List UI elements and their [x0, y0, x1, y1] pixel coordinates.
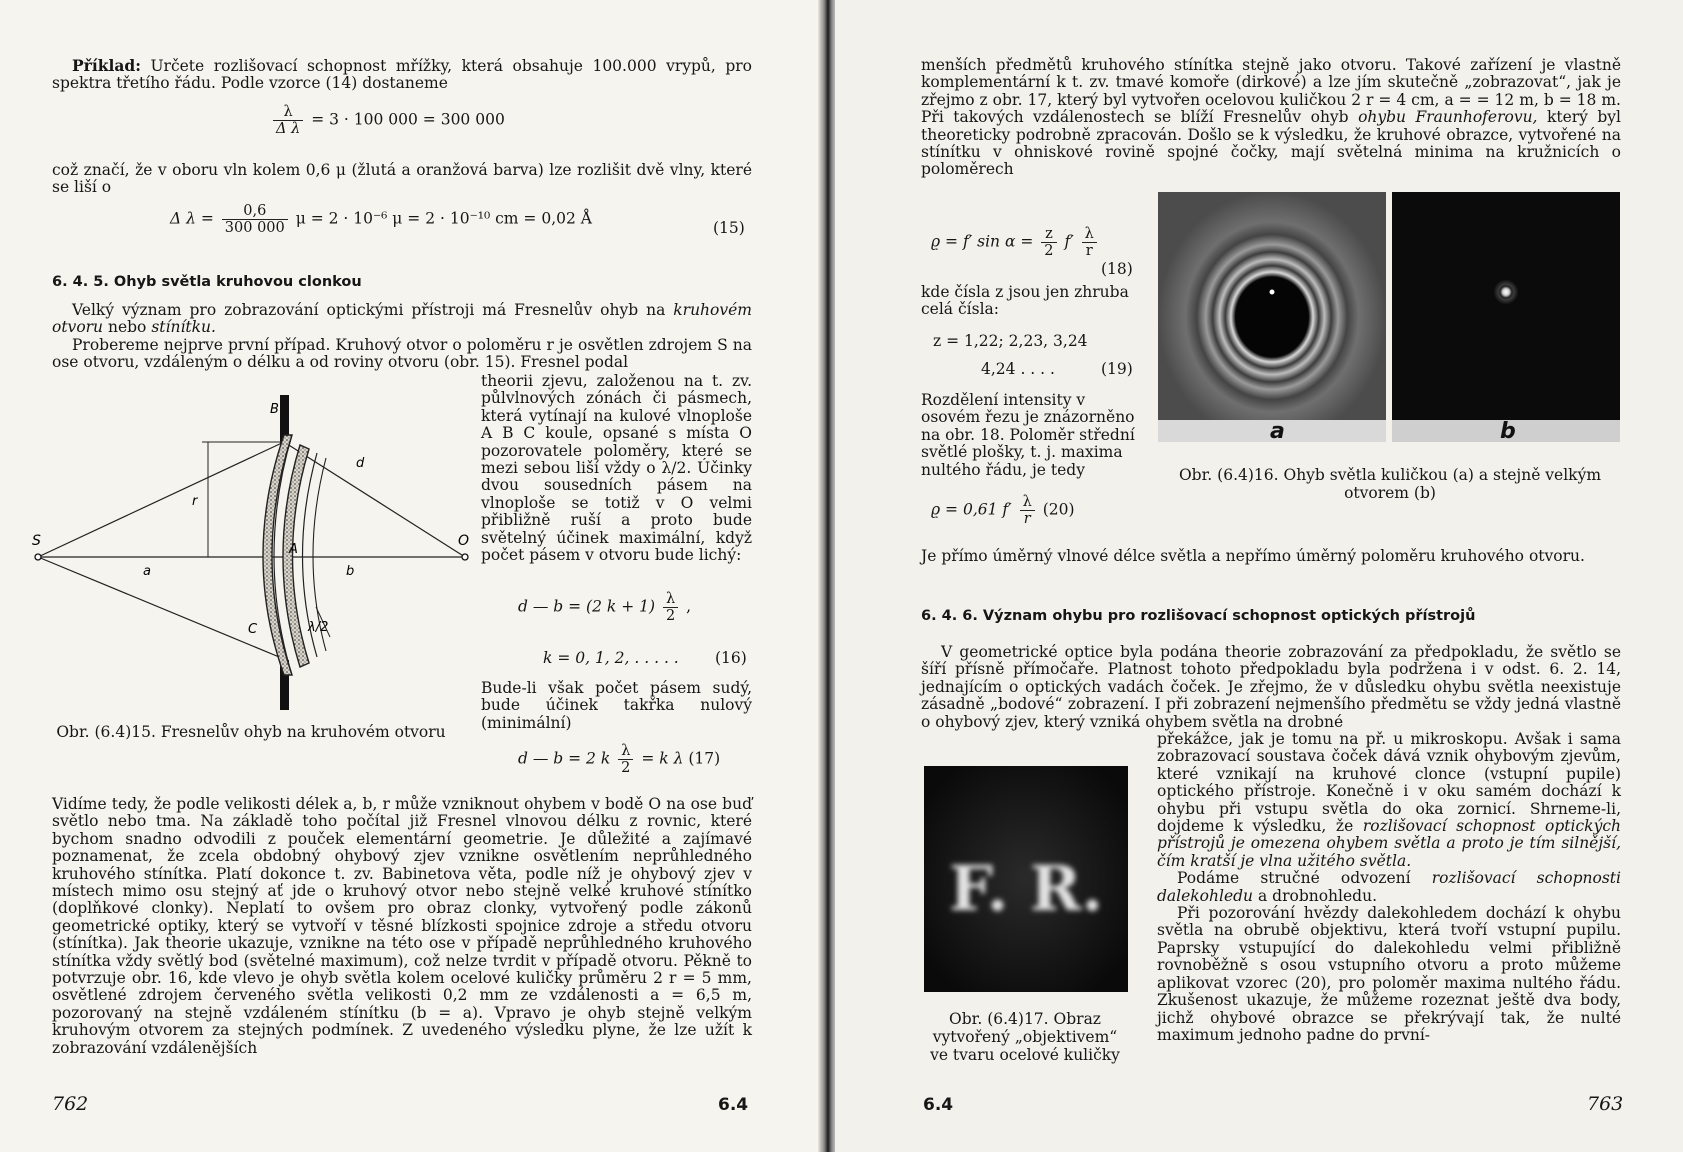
intro-paragraph — [52, 302, 752, 372]
eq16-number: (16) — [715, 649, 747, 667]
equation-19-line-1 — [933, 332, 1088, 350]
label-half-wave: λ/2 — [308, 620, 329, 635]
proportional-text — [921, 548, 1621, 565]
equation-16a — [518, 591, 691, 624]
label-b-point: B — [270, 402, 279, 417]
eq20-numerator: λ — [1020, 494, 1035, 511]
intro-italic-1: kruhovém otvoru — [52, 301, 752, 337]
intensity-distribution-text — [921, 392, 1139, 479]
equation-resolution — [270, 104, 505, 137]
label-s: S — [32, 533, 41, 549]
section-mark-left: 6.4 — [718, 1095, 749, 1115]
figure-17-photo — [924, 766, 1128, 992]
example-label: Příklad: — [72, 56, 141, 75]
eq-a-rhs: = 3 · 100 000 = 300 000 — [311, 110, 505, 129]
label-c-point: C — [248, 622, 258, 637]
telescope-intro: Podáme stručné odvození — [1177, 869, 1411, 888]
paragraph-probereme: Probereme nejprve první případ. Kruhový otvor o poloměru r je osvětlen zdrojem S na ose otvoru, vzdáleným o délku a od roviny otvoru (obr. 15). Fresnel podal — [52, 335, 752, 372]
source-point — [35, 554, 41, 560]
eq20-number: (20) — [1042, 500, 1075, 519]
label-a-length: a — [143, 564, 151, 579]
eq15-lhs: Δ λ = — [170, 209, 214, 228]
right-page — [835, 0, 1683, 1152]
example-paragraph — [52, 57, 752, 93]
section-heading-6-4-5: 6. 4. 5. Ohyb světla kruhovou clonkou — [52, 274, 362, 290]
eq19-number: (19) — [1101, 360, 1133, 378]
photo-a-label: a — [1270, 419, 1285, 442]
ray-s-b — [38, 442, 284, 557]
eq19-values-1: z = 1,22; 2,23, 3,24 — [933, 332, 1088, 350]
photo-b-background — [1392, 192, 1620, 442]
section-mark-right: 6.4 — [923, 1095, 954, 1115]
eq15-numerator: 0,6 — [222, 203, 288, 220]
resolution-text: překážce, jak je tomu na př. u mikroskopu. Avšak i sama zobrazovací soustava čoček dává vznik ohybovým zjevům, které vznikají na kruhové clonce (vstupní pupile) optického přístroje. Konečně i v oku samém dochází k ohybu při vstupu světla do oka zornicí. Shrneme-li, dojdeme k výsledku, že — [1157, 730, 1621, 836]
prop-text: Je přímo úměrný vlnové délce světla a nepřímo úměrný poloměru kruhového otvoru. — [921, 547, 1585, 565]
photo-b-spot — [1493, 279, 1519, 305]
top-para-cont: který byl theoreticky podrobně zpracován. Došlo se k výsledku, že kruhové obrazce, vytvořené na stínítku v ohniskové rovině spojné čočky, mají světelná minima na kružnicích o poloměrech — [921, 108, 1621, 179]
z-text: kde čísla z jsou jen zhruba celá čísla: — [921, 283, 1129, 319]
eq16b-values: k = 0, 1, 2, . . . . . — [543, 649, 679, 667]
observer-point — [462, 554, 468, 560]
photo-17-letters: F. R. — [948, 852, 1104, 925]
babinet-paragraph — [52, 796, 752, 1057]
eq20-denominator: r — [1023, 511, 1031, 527]
label-b-length: b — [346, 564, 355, 579]
equation-18 — [931, 226, 1100, 259]
intro-italic-2: stínítku. — [151, 318, 216, 337]
section-heading-6-4-6: 6. 4. 6. Význam ohybu pro rozlišovací schopnost optických přístrojů — [921, 608, 1476, 624]
eq20-lhs: ϱ = 0,61 f′ — [931, 500, 1012, 519]
telescope-end: a drobnohledu. — [1257, 886, 1377, 905]
after-equation-text — [52, 162, 752, 197]
geometric-optics-paragraph — [921, 644, 1621, 731]
photo-b-label: b — [1500, 419, 1516, 442]
eq17-denominator: 2 — [621, 760, 631, 776]
telescope-italic: rozlišovací schopnosti dalekohledu — [1157, 869, 1621, 905]
example-text: Určete rozlišovací schopnost mřížky, která obsahuje 100.000 vrypů, pro spektra třetího řádu. Podle vzorce (14) dostaneme — [52, 57, 752, 93]
eq18-lhs: ϱ = f′ sin α = — [931, 232, 1034, 251]
eq18-den2: r — [1085, 243, 1093, 259]
eq15-rhs: μ = 2 · 10⁻⁶ μ = 2 · 10⁻¹⁰ cm = 0,02 Å — [295, 209, 592, 228]
eq17-number: (17) — [688, 749, 721, 768]
intro-text: Velký význam pro zobrazování optickými přístroji má Fresnelův ohyb na — [72, 301, 666, 319]
even-zones-text — [481, 680, 752, 732]
resolution-italic: rozlišovací schopnost optických přístrojů je omezena ohybem světla a proto je tím silnější, čím kratší je vlna užitého světla. — [1157, 817, 1621, 870]
eq18-num2: λ — [1082, 226, 1097, 243]
eq16a-end: , — [686, 597, 692, 616]
star-observation-text: Při pozorování hvězdy dalekohledem dochází k ohybu světla na obrubě objektivu, která tvoří vstupní pupilu. Paprsky vstupující do dalekohledu velmi přibližně rovnoběžně s osou vstupního otvoru a proto můžeme aplikovat vzorec (20), pro poloměr maxima nultého řádu. Zkušenost ukazuje, že můžeme rozeznat ještě dva body, jichž ohybové obrazce se překrývají tak, že nulté maximum jednoho padne do první- — [1157, 904, 1621, 1044]
eq16a-denominator: 2 — [665, 608, 676, 624]
resolution-column — [1157, 731, 1621, 1044]
figure-17-caption: Obr. (6.4)17. Obraz vytvořený „objektivem“ ve tvaru ocelové kuličky — [930, 1010, 1120, 1064]
zones-text: theorii zjevu, založenou na t. zv. půlvlnových zónách či pásmech, která vytínají na kulové vlnoploše A B C koule, opsané s místa O pozorovatele poloměry, které se mezi sebou liší vždy o λ/2. Účinky dvou sousedních pásem na vlnoploše se totiž v O velmi přibližně ruší a proto bude světelný účinek maximální, když počet pásem v otvoru bude lichý: — [481, 372, 752, 565]
eq18-number: (18) — [1101, 260, 1133, 278]
equation-20 — [931, 494, 1075, 527]
equation-16b — [543, 649, 679, 667]
eq17-numerator: λ — [618, 743, 633, 760]
figure-16-photos — [1158, 192, 1620, 442]
equation-17 — [518, 743, 720, 776]
fresnel-circular-aperture-diagram — [30, 395, 470, 715]
equation-15 — [170, 203, 592, 236]
figure-16-caption: Obr. (6.4)16. Ohyb světla kuličkou (a) a stejně velkým otvorem (b) — [1178, 466, 1602, 502]
eq15-denominator: 300 000 — [224, 220, 285, 236]
label-r-radius: r — [192, 494, 198, 509]
figure-15-caption: Obr. (6.4)15. Fresnelův ohyb na kruhovém otvoru — [56, 723, 446, 741]
photo-a-bright-spot — [1270, 290, 1275, 295]
eq18-den1: 2 — [1044, 243, 1054, 259]
equation-19-line-2 — [981, 360, 1055, 378]
label-d-length: d — [356, 456, 365, 471]
eq18-mid: f′ — [1064, 232, 1074, 251]
page-number-right: 763 — [1587, 1093, 1624, 1115]
babinet-text: Vidíme tedy, že podle velikosti délek a, b, r může vzniknout ohybem v bodě O na ose buď světlo nebo tma. Na základě toho počítal již Fresnel vlnovou délku z rovnic, které bychom snadno odvodili z pouček elementární geometrie. Je důležité a zajímavé poznamenat, že zcela obdobný ohybový zjev vznikne osvětlením neprůhledného kruhového stínítka. Platí dokonce t. zv. Babinetova věta, podle níž je ohybový zjev v místech mimo osu stejný ať jde o kruhový otvor nebo stejně velké kruhové stínítko (doplňkové clonky). Neplatí to ovšem pro obraz clonky, vytvořený podle zákonů geometrické optiky, který se vytvoří v těsné blízkosti spojnice zdroje a středu otvoru (stínítka). Jak theorie ukazuje, vznikne na této ose v případě neprůhledného kruhového stínítka vždy světlý bod (světelné maximum), což nelze tvrdit v případě otvoru. Pěkně to potvrzuje obr. 16, kde vlevo je ohyb světla kolem ocelové kuličky průměru 2 r = 5 mm, osvětlené zdrojem červeného světla velikosti 0,2 mm ze vzdálenosti a = 6,5 m, pozorovaný na stejně vzdáleném stínítku (b = a). Vpravo je ohyb stejně velkým kruhovým otvorem za stejných podmínek. Z uvedeného výsledku plyne, že lze užít k zobrazování vzdálenějších — [52, 795, 752, 1057]
eq17-rhs: = k λ — [641, 749, 684, 768]
after-eq-a: což značí, že v oboru vln kolem 0,6 μ (žlutá a oranžová barva) lze rozlišit dvě vlny, které se liší o — [52, 161, 752, 197]
ray-s-c — [38, 557, 284, 659]
photo-a-rings — [1158, 192, 1386, 442]
eq-a-numerator: λ — [273, 104, 303, 121]
eq16a-lhs: d — b = (2 k + 1) — [518, 597, 656, 616]
top-para-italic: ohybu Fraunhoferovu, — [1358, 108, 1538, 127]
even-zones-para: Bude-li však počet pásem sudý, bude účinek takřka nulový (minimální) — [481, 679, 752, 732]
page-number-left: 762 — [52, 1093, 89, 1115]
geom-text: V geometrické optice byla podána theorie zobrazování za předpokladu, že světlo se šíří přísně přímočaře. Platnost tohoto předpokladu byla podržena i v odst. 6. 2. 14, jednajícím o optických vadách čoček. Je zřejmo, že v důsledku ohybu světla neexistuje zásadně „bodové“ zobrazení. I při zobrazení nejmenšího předmětu se vždy jedná vlastně o ohybový zjev, který vzniká ohybem světla na drobné — [921, 643, 1621, 731]
eq17-lhs: d — b = 2 k — [518, 749, 611, 768]
eq15-number: (15) — [713, 219, 745, 237]
eq-a-denominator: Δ λ — [276, 121, 301, 137]
intro-mid: nebo — [107, 318, 147, 337]
eq16a-numerator: λ — [663, 591, 678, 608]
top-para-text: menších předmětů kruhového stínítka stejně jako otvoru. Takové zařízení je vlastně komplementární k t. zv. tmavé komoře (dirkové) a lze jím skutečně „zobrazovat“, jak je zřejmo z obr. 17, který byl vytvořen ocelovou kuličkou 2 r = 4 cm, a = = 12 m, b = 18 m. Při takových vzdálenostech se blíží Fresnelův ohyb — [921, 56, 1621, 127]
ray-b-o — [284, 442, 465, 557]
left-page — [0, 0, 825, 1152]
right-column-text — [481, 373, 752, 564]
label-a-point: A — [289, 542, 298, 557]
eq19-values-2: 4,24 . . . . — [981, 360, 1055, 378]
eq18-num1: z — [1041, 226, 1056, 243]
label-o: O — [458, 533, 470, 549]
right-top-paragraph — [921, 57, 1621, 179]
distribution-text: Rozdělení intensity v osovém řezu je znázorněno na obr. 18. Poloměr střední světlé plošky, t. j. maxima nultého řádu, je tedy — [921, 391, 1135, 479]
z-numbers-text — [921, 284, 1141, 319]
